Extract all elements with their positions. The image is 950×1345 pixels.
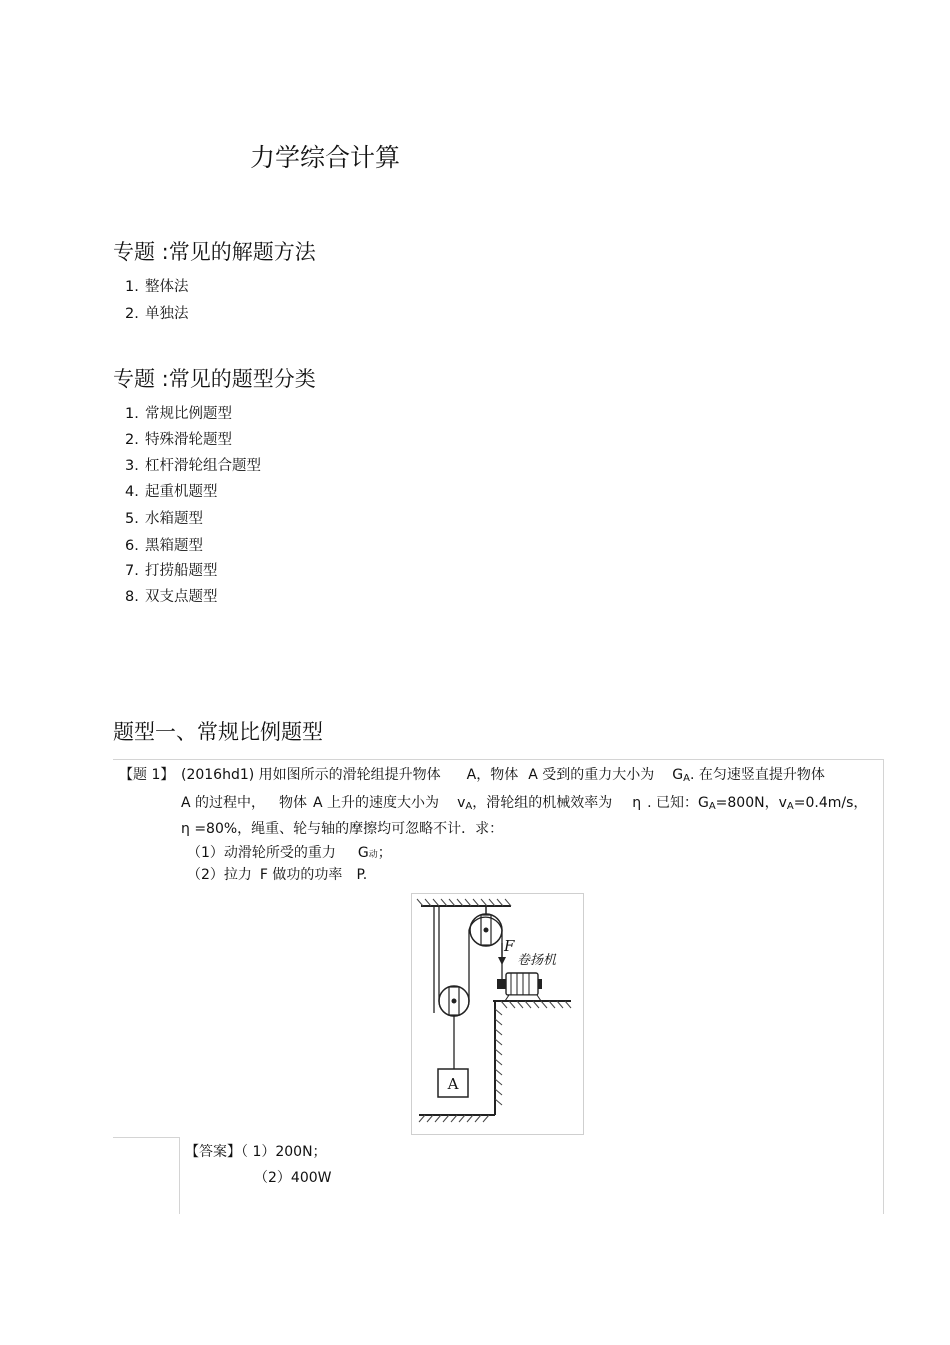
list-item — [125, 454, 261, 475]
question-text: G — [672, 767, 684, 783]
question-text: 物体 — [279, 795, 308, 811]
winch-label: 卷扬机 — [517, 953, 557, 968]
subscript: A — [683, 773, 690, 784]
question-text: ； — [377, 845, 392, 861]
question-text: η — [632, 795, 642, 811]
question-text: ，滑轮组的机械效率为 — [472, 795, 613, 811]
list-item-text: 杠杆滑轮组合题型 — [145, 458, 261, 474]
list-item-number: 7. — [125, 563, 139, 579]
list-item-text: 特殊滑轮题型 — [145, 432, 232, 448]
subscript: A — [786, 801, 794, 812]
list-item-text: 双支点题型 — [145, 589, 218, 605]
list-item — [125, 480, 218, 501]
answer-line-1 — [185, 1141, 327, 1161]
answer-value: 400W — [290, 1170, 332, 1186]
question-line-1 — [181, 764, 825, 784]
list-item-text: 整体法 — [145, 279, 189, 295]
answer-left-rule — [179, 1137, 180, 1214]
subscript: A — [708, 801, 716, 812]
sub-question-1 — [187, 842, 392, 862]
question-text: F 做功的功率 — [259, 867, 343, 883]
list-item-text: 单独法 — [145, 306, 189, 322]
subscript: A — [465, 801, 473, 812]
question-text: G — [357, 845, 369, 861]
methods-heading: 专题 :常见的解题方法 — [113, 240, 316, 264]
question-top-rule — [113, 759, 884, 760]
list-item-number: 4. — [125, 484, 139, 500]
question-text: (2016hd1) 用如图所示的滑轮组提升物体 — [181, 767, 441, 783]
types-heading: 专题 :常见的题型分类 — [113, 367, 316, 391]
list-item — [125, 302, 189, 323]
question-text: A 受到的重力大小为 — [528, 767, 655, 783]
list-item-text: 黑箱题型 — [145, 538, 203, 554]
question-text: =800N，v — [715, 795, 787, 811]
sub-question-2 — [187, 864, 367, 884]
question-text: A，物体 — [466, 767, 519, 783]
answer-text: （2） — [254, 1170, 291, 1186]
question-text: =0.4m/s， — [793, 795, 868, 811]
answer-label: 【答案】 — [185, 1144, 241, 1160]
list-item-text: 打捞船题型 — [145, 563, 218, 579]
answer-line-2 — [254, 1167, 332, 1187]
list-item-number: 1. — [125, 406, 139, 422]
question-text: A 上升的速度大小为 — [313, 795, 440, 811]
question-text: P. — [356, 867, 368, 883]
list-item-number: 2. — [125, 432, 139, 448]
subscript: 动 — [368, 850, 378, 860]
answer-rule — [113, 1137, 179, 1138]
question-line-3: η =80%，绳重、轮与轴的摩擦均可忽略不计．求： — [181, 821, 504, 837]
list-item — [125, 507, 203, 528]
list-item — [125, 585, 218, 606]
section-one-heading: 题型一、常规比例题型 — [113, 720, 323, 744]
list-item-number: 2. — [125, 306, 139, 322]
list-item — [125, 559, 218, 580]
list-item-text: 起重机题型 — [145, 484, 218, 500]
list-item-number: 6. — [125, 538, 139, 554]
list-item-number: 5. — [125, 511, 139, 527]
list-item-number: 3. — [125, 458, 139, 474]
block-a-label: A — [447, 1075, 459, 1093]
question-line-2 — [181, 792, 867, 812]
question-text: . 已知：G — [647, 795, 709, 811]
list-item-text: 常规比例题型 — [145, 406, 232, 422]
list-item — [125, 428, 232, 449]
question-text: （1）动滑轮所受的重力 — [187, 845, 336, 861]
question-text: v — [457, 795, 466, 811]
question-text: A 的过程中， — [181, 795, 266, 811]
page-title: 力学综合计算 — [250, 143, 401, 172]
force-label: F — [504, 937, 515, 955]
list-item — [125, 275, 189, 296]
answer-value: 200N； — [275, 1144, 327, 1160]
list-item-text: 水箱题型 — [145, 511, 203, 527]
list-item — [125, 402, 232, 423]
question-right-rule — [883, 759, 884, 1214]
question-label: 【题 1】 — [119, 767, 175, 783]
list-item — [125, 534, 203, 555]
question-text: （2）拉力 — [187, 867, 252, 883]
pulley-figure — [411, 893, 584, 1135]
answer-text: （ 1） — [241, 1144, 276, 1160]
list-item-number: 1. — [125, 279, 139, 295]
question-text: . 在匀速竖直提升物体 — [689, 767, 825, 783]
list-item-number: 8. — [125, 589, 139, 605]
